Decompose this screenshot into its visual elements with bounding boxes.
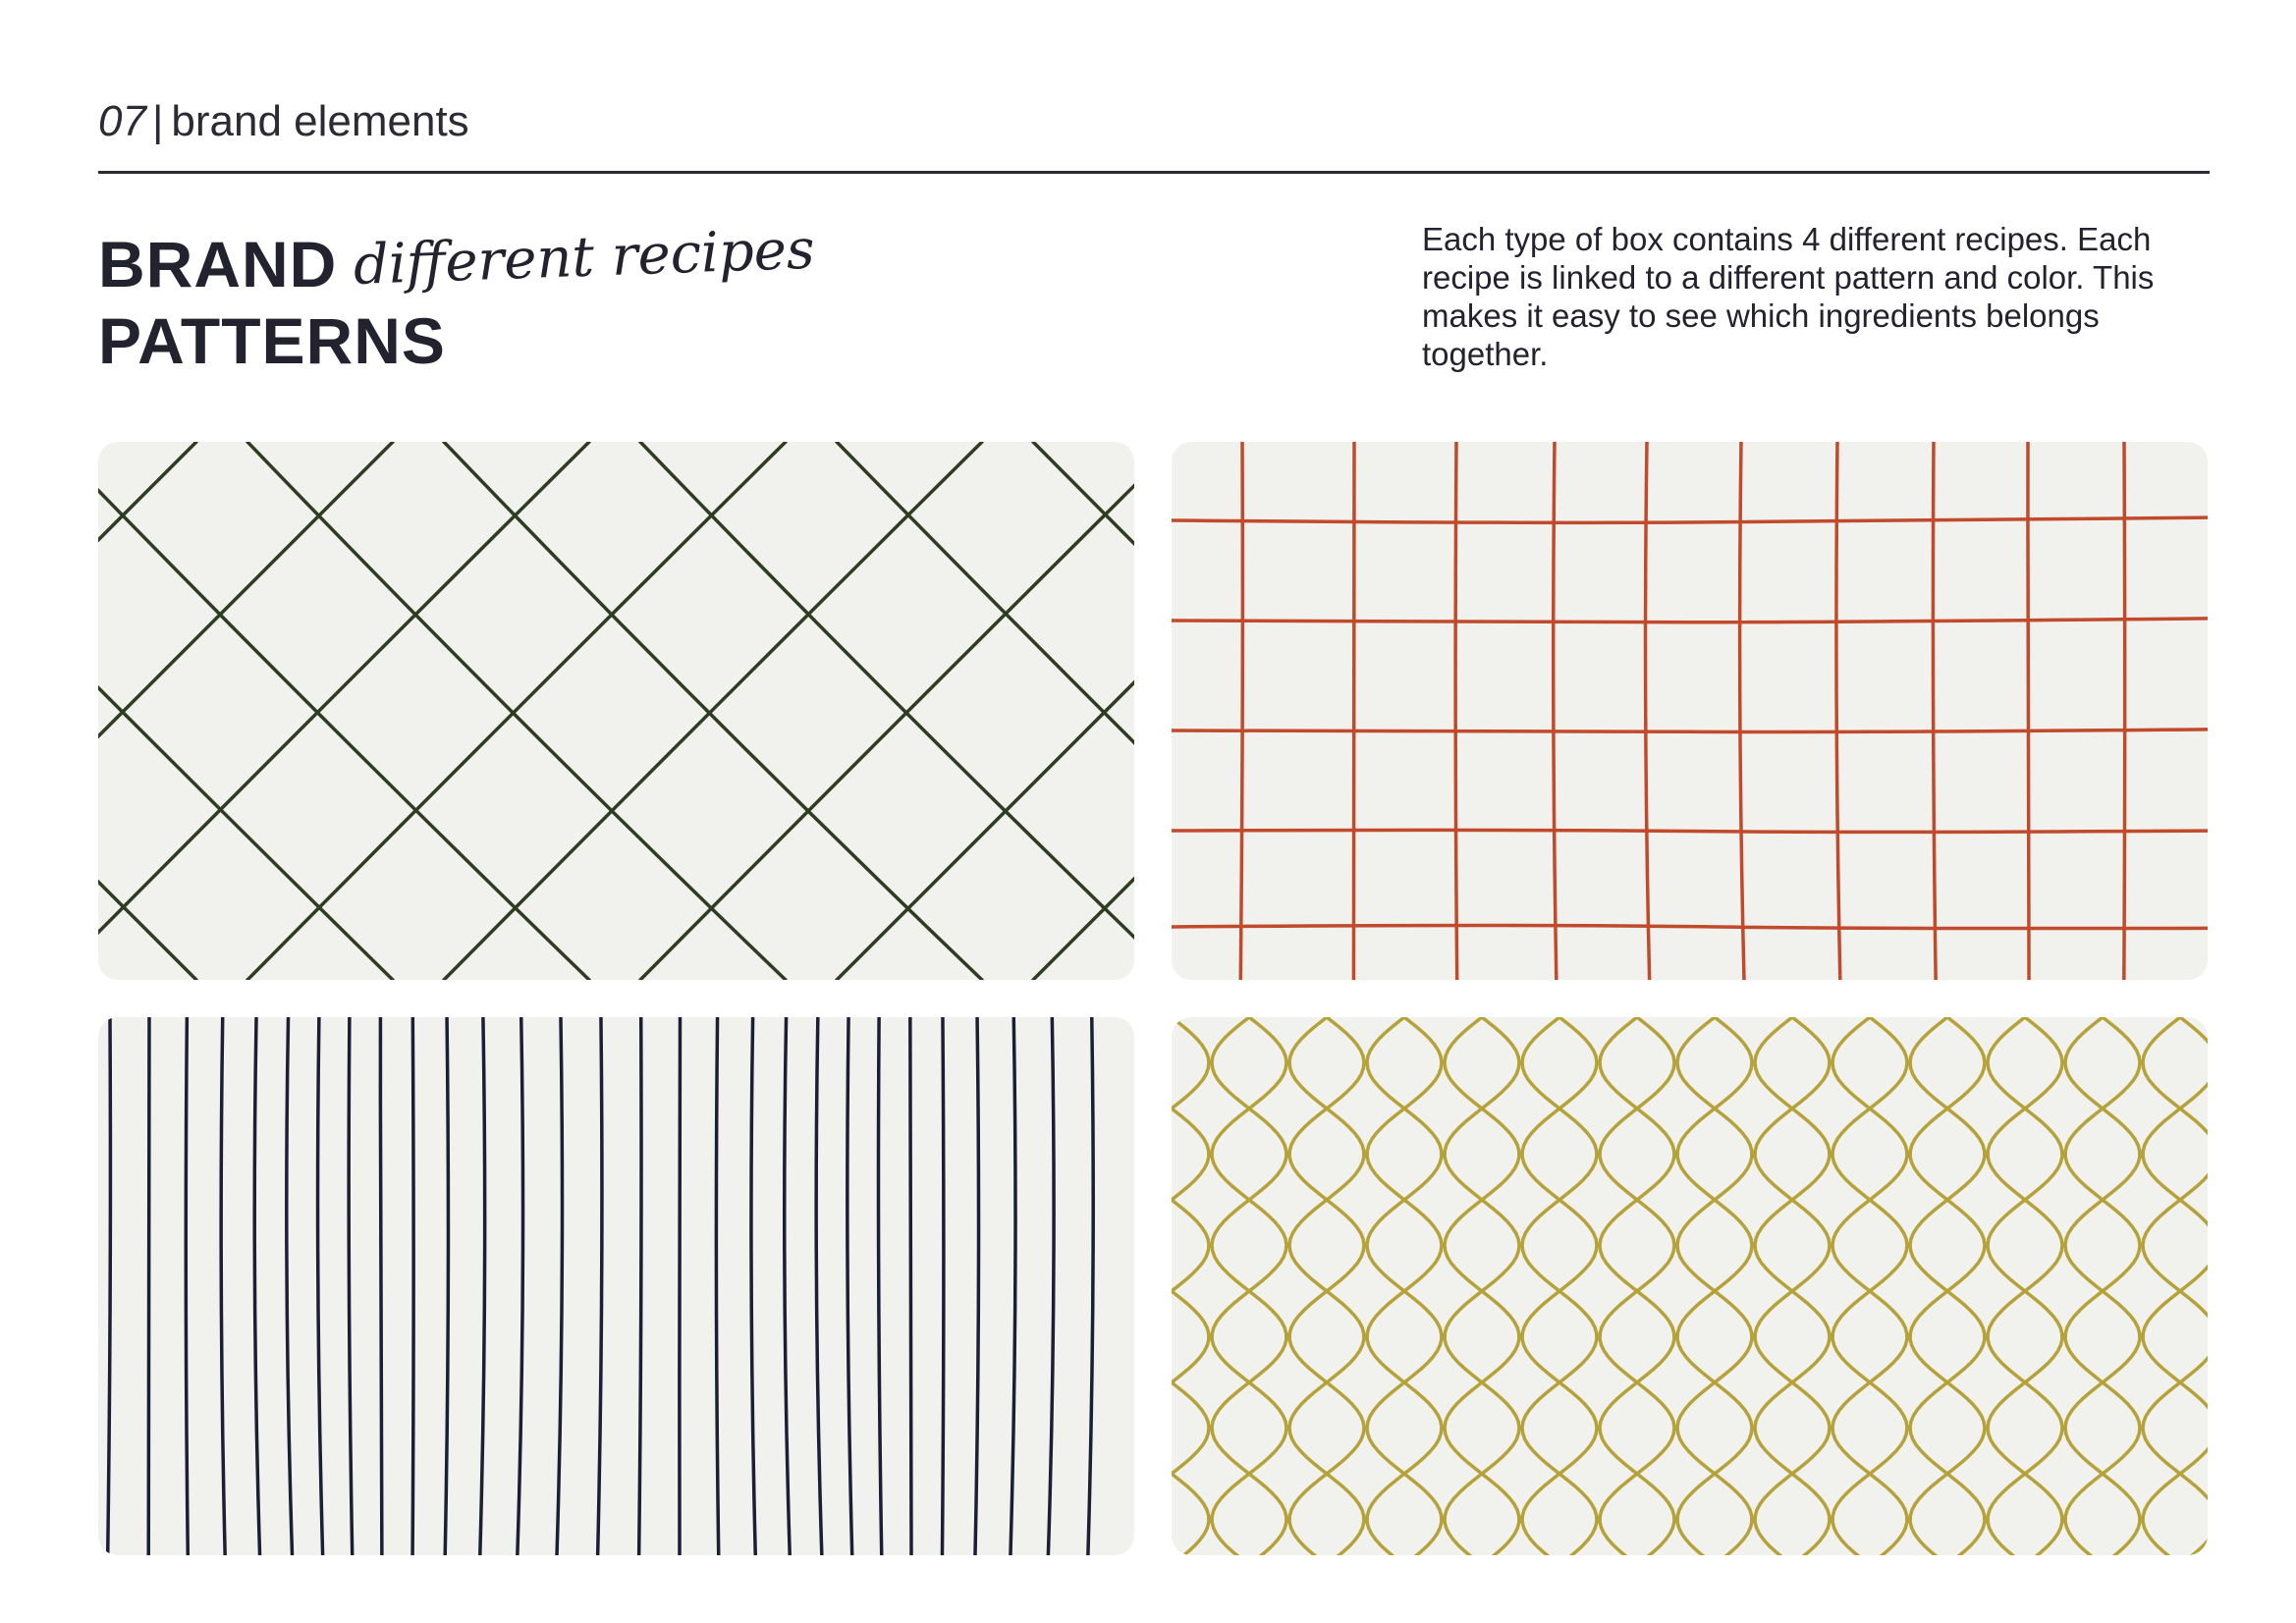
stripe-line — [287, 1017, 293, 1555]
pattern-tile-vertical-stripes — [98, 1017, 1134, 1555]
lattice-line — [640, 442, 1134, 980]
stripe-line — [412, 1017, 413, 1555]
stripe-line — [148, 1017, 149, 1555]
wave-line — [1289, 1017, 1364, 1555]
wave-line — [1755, 1017, 1830, 1555]
stripe-line — [349, 1017, 353, 1555]
stripe-line — [785, 1017, 790, 1555]
grid-vertical-line — [1933, 442, 1936, 980]
stripe-line — [1011, 1017, 1015, 1555]
lattice-line — [98, 442, 393, 980]
stripe-line — [186, 1017, 188, 1555]
lattice-line — [1033, 442, 1134, 980]
grid-horizontal-line — [1172, 619, 2208, 622]
wave-line — [1600, 1017, 1674, 1555]
stripe-line — [847, 1017, 852, 1555]
lattice-line — [1033, 442, 1134, 980]
stripe-line — [975, 1017, 979, 1555]
stripe-line — [108, 1017, 111, 1555]
wave-line — [2065, 1017, 2140, 1555]
grid-vertical-line — [2028, 442, 2029, 980]
wave-line — [1522, 1017, 1597, 1555]
wave-line — [1172, 1017, 1209, 1555]
wave-line — [1367, 1017, 1442, 1555]
stripe-line — [557, 1017, 562, 1555]
wave-line — [2143, 1017, 2208, 1555]
stripe-line — [598, 1017, 602, 1555]
wave-line — [1445, 1017, 1519, 1555]
stripe-line — [716, 1017, 718, 1555]
stripe-line — [751, 1017, 755, 1555]
pattern-tile-diamond-lattice — [98, 442, 1134, 980]
stripe-line — [942, 1017, 943, 1555]
stripe-line — [518, 1017, 523, 1555]
grid-vertical-line — [2124, 442, 2125, 980]
intro-paragraph: Each type of box contains 4 different recipes. Each recipe is linked to a different pattern and color. This makes it easy to see which ingredients belongs together. — [1422, 221, 2155, 372]
grid-horizontal-line — [1172, 517, 2208, 522]
stripe-line — [680, 1017, 681, 1555]
stripe-line — [1048, 1017, 1054, 1555]
section-number: 07 — [98, 97, 146, 145]
stripe-line — [878, 1017, 881, 1555]
grid-horizontal-line — [1172, 926, 2208, 929]
wave-line — [1910, 1017, 1985, 1555]
wave-lattice-pattern — [1172, 1017, 2208, 1555]
grid-horizontal-line — [1172, 730, 2208, 732]
diamond-lattice-pattern — [98, 442, 1134, 980]
lattice-line — [640, 442, 1134, 980]
wave-line — [1677, 1017, 1752, 1555]
section-header — [98, 94, 469, 149]
stripe-line — [221, 1017, 225, 1555]
pattern-tile-grid — [1172, 442, 2208, 980]
stripe-line — [445, 1017, 448, 1555]
wave-line — [1212, 1017, 1286, 1555]
pattern-tile-wave-lattice — [1172, 1017, 2208, 1555]
wave-line — [1988, 1017, 2062, 1555]
section-title: brand elements — [171, 97, 469, 145]
script-subtitle: different recipes — [352, 217, 816, 298]
lattice-line — [837, 442, 1134, 980]
section-separator: | — [151, 97, 164, 145]
stripe-line — [480, 1017, 485, 1555]
lattice-line — [98, 442, 196, 980]
stripe-line — [254, 1017, 259, 1555]
stripe-line — [816, 1017, 822, 1555]
stripe-line — [1088, 1017, 1093, 1555]
lattice-line — [98, 442, 393, 980]
stripe-line — [639, 1017, 641, 1555]
header-divider — [98, 171, 2210, 174]
page-title-line-1: BRAND — [98, 228, 338, 300]
grid-horizontal-line — [1172, 830, 2208, 832]
vertical-stripes-pattern — [98, 1017, 1134, 1555]
page-title-line-2: PATTERNS — [98, 304, 446, 377]
lattice-line — [837, 442, 1134, 980]
stripe-line — [380, 1017, 381, 1555]
lattice-line — [98, 442, 196, 980]
grid-pattern — [1172, 442, 2208, 980]
stripe-line — [318, 1017, 323, 1555]
stripe-line — [910, 1017, 911, 1555]
lattice-line — [444, 442, 982, 980]
wave-line — [1832, 1017, 1907, 1555]
